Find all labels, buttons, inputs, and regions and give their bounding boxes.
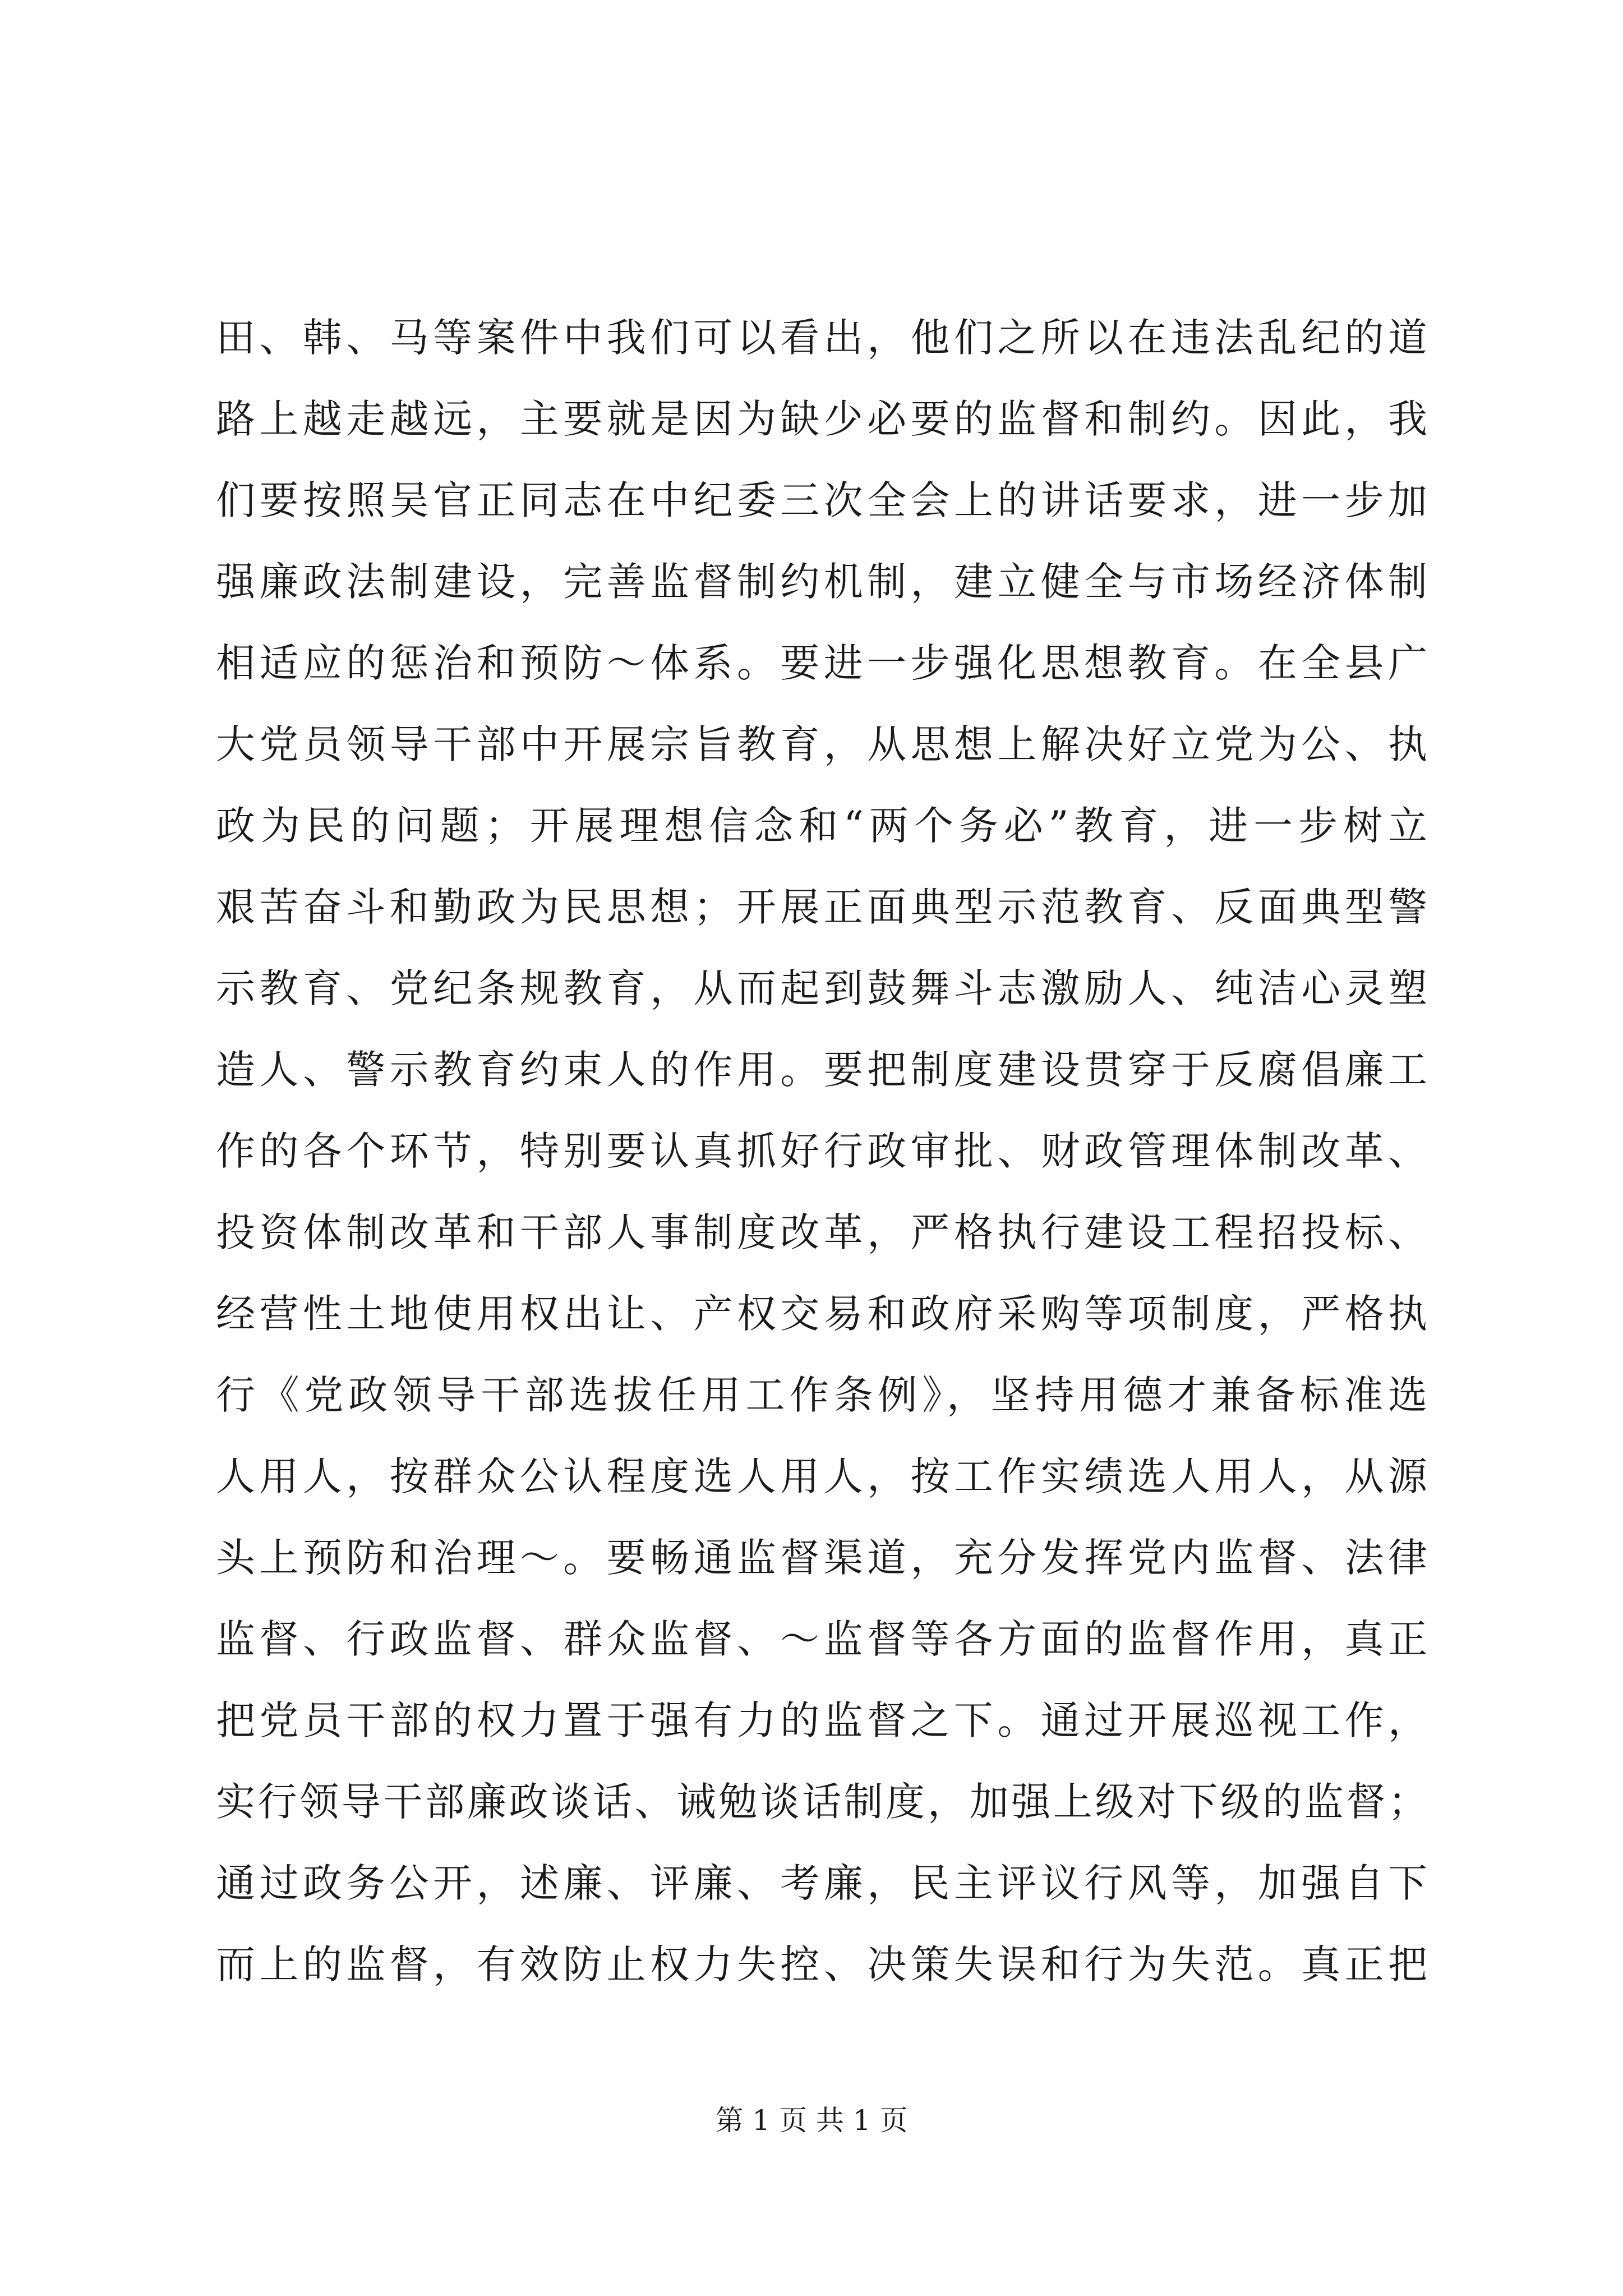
text-line: 而上的监督，有效防止权力失控、决策失误和行为失范。真正把 <box>216 1941 1427 1987</box>
text-line: 们要按照吴官正同志在中纪委三次全会上的讲话要求，进一步加 <box>216 477 1427 523</box>
text-line: 艰苦奋斗和勤政为民思想；开展正面典型示范教育、反面典型警 <box>216 884 1427 930</box>
body-text <box>216 297 1427 2005</box>
text-line: 通过政务公开，述廉、评廉、考廉，民主评议行风等，加强自下 <box>216 1860 1427 1906</box>
text-line: 强廉政法制建设，完善监督制约机制，建立健全与市场经济体制 <box>216 559 1427 605</box>
text-line: 作的各个环节，特别要认真抓好行政审批、财政管理体制改革、 <box>216 1128 1427 1174</box>
page-footer <box>0 2098 1623 2143</box>
text-line: 相适应的惩治和预防～体系。要进一步强化思想教育。在全县广 <box>216 640 1427 686</box>
text-line: 监督、行政监督、群众监督、～监督等各方面的监督作用，真正 <box>216 1616 1427 1662</box>
text-line: 路上越走越远，主要就是因为缺少必要的监督和制约。因此，我 <box>216 396 1427 442</box>
text-line: 投资体制改革和干部人事制度改革，严格执行建设工程招投标、 <box>216 1209 1427 1255</box>
text-line: 行《党政领导干部选拔任用工作条例》，坚持用德才兼备标准选 <box>216 1372 1427 1418</box>
text-line: 大党员领导干部中开展宗旨教育，从思想上解决好立党为公、执 <box>216 721 1427 767</box>
text-line: 经营性土地使用权出让、产权交易和政府采购等项制度，严格执 <box>216 1291 1427 1337</box>
text-line: 实行领导干部廉政谈话、诫勉谈话制度，加强上级对下级的监督； <box>216 1779 1427 1825</box>
text-line: 把党员干部的权力置于强有力的监督之下。通过开展巡视工作， <box>216 1697 1427 1743</box>
text-line: 头上预防和治理～。要畅通监督渠道，充分发挥党内监督、法律 <box>216 1535 1427 1581</box>
text-line: 人用人，按群众公认程度选人用人，按工作实绩选人用人，从源 <box>216 1453 1427 1499</box>
text-line: 政为民的问题；开展理想信念和“两个务必”教育，进一步树立 <box>216 803 1427 849</box>
text-line: 造人、警示教育约束人的作用。要把制度建设贯穿于反腐倡廉工 <box>216 1047 1427 1093</box>
text-line: 田、韩、马等案件中我们可以看出，他们之所以在违法乱纪的道 <box>216 315 1427 361</box>
text-line: 示教育、党纪条规教育，从而起到鼓舞斗志激励人、纯洁心灵塑 <box>216 965 1427 1011</box>
page-number: 第 1 页 共 1 页 <box>715 2104 908 2137</box>
